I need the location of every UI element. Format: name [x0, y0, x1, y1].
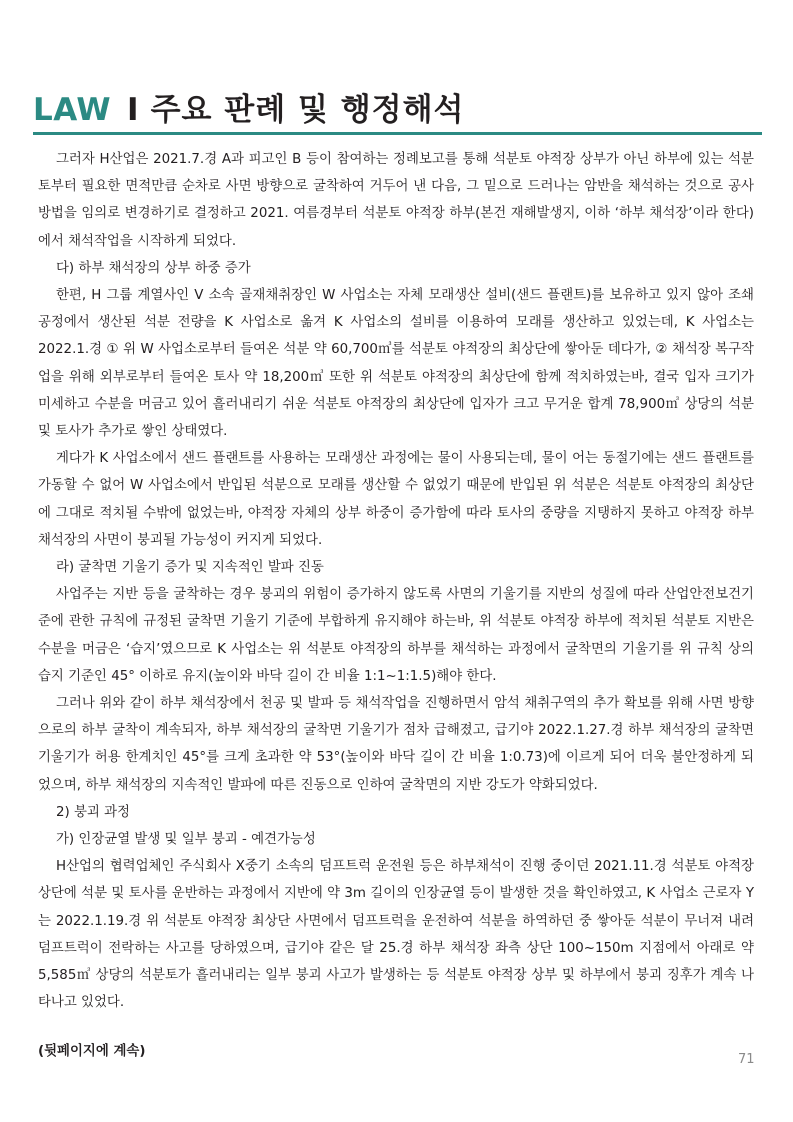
subheading: 가) 인장균열 발생 및 일부 붕괴 - 예견가능성: [56, 832, 316, 848]
paragraph: 그러자 H산업은 2021.7.경 A과 피고인 B 등이 참여하는 정례보고를 통해 석분토 야적장 상부가 아닌 하부에 있는 석분토부터 필요한 면적만큼 순차로 사면 방향으로 굴착하여 거두어 낸 다음, 그 밑으로 드러나는 암반을 채석하는 것으로 공사 방법을 임의로 변경하기로 결정하고 2021. 여름경부터 석분토 야적장 하부(본건 재해발생지, 이하 ‘하부 채석장’이라 한다)에서 채석작업을 시작하게 되었다.: [38, 152, 754, 249]
paragraph: 게다가 K 사업소에서 샌드 플랜트를 사용하는 모래생산 과정에는 물이 사용되는데, 물이 어는 동절기에는 샌드 플랜트를 가동할 수 없어 W 사업소에서 반입된 석분으로 모래를 생산할 수 없었기 때문에 반입된 위 석분은 석분토 야적장의 최상단에 그대로 적치될 수밖에 없었는바, 야적장 자체의 상부 하중이 증가함에 따라 토사의 중량을 지탱하지 못하고 야적장 하부 채석장의 사면이 붕괴될 가능성이 커지게 되었다.: [38, 451, 754, 548]
paragraph: 사업주는 지반 등을 굴착하는 경우 붕괴의 위험이 증가하지 않도록 사면의 기울기를 지반의 성질에 따라 산업안전보건기준에 관한 규칙에 규정된 굴착면 기울기 기준에 부합하게 유지해야 하는바, 위 석분토 야적장 하부에 적치된 석분토 지반은 수분을 머금은 ‘습지’였으므로 K 사업소는 위 석분토 야적장의 하부를 채석하는 과정에서 굴착면의 기울기를 위 규칙 상의 습지 기준인 45° 이하로 유지(높이와 바닥 길이 간 비율 1:1~1:1.5)해야 한다.: [38, 587, 754, 684]
paragraph: 그러나 위와 같이 하부 채석장에서 천공 및 발파 등 채석작업을 진행하면서 암석 채취구역의 추가 확보를 위해 사면 방향으로의 하부 굴착이 계속되자, 하부 채석장의 굴착면 기울기가 점차 급해졌고, 급기야 2022.1.27.경 하부 채석장의 굴착면 기울기가 허용 한계치인 45°를 크게 초과한 약 53°(높이와 바닥 길이 간 비율 1:0.73)에 이르게 되어 더욱 불안정하게 되었으며, 하부 채석장의 지속적인 발파에 따른 진동으로 인하여 굴착면의 지반 강도가 약화되었다.: [38, 696, 754, 793]
subheading: 다) 하부 채석장의 상부 하중 증가: [56, 260, 251, 276]
subheading: 라) 굴착면 기울기 증가 및 지속적인 발파 진동: [56, 560, 324, 576]
header-rule: [33, 132, 762, 135]
page-header: [33, 84, 464, 128]
paragraph: 한편, H 그룹 계열사인 V 소속 골재채취장인 W 사업소는 자체 모래생산 설비(샌드 플랜트)를 보유하고 있지 않아 조쇄 공정에서 생산된 석분 전량을 K 사업소로 옮겨 K 사업소의 설비를 이용하여 모래를 생산하고 있었는데, K 사업소는 2022.1.경 ① 위 W 사업소로부터 들여온 석분 약 60,700㎥를 석분토 야적장의 최상단에 쌓아둔 데다가, ② 채석장 복구작업을 위해 외부로부터 들여온 토사 약 18,200㎥ 또한 위 석분토 야적장의 최상단에 함께 적치하였는바, 결국 입자 크기가 미세하고 수분을 머금고 있어 흘러내리기 쉬운 석분토 야적장의 최상단에 입자가 크고 무거운 합계 78,900㎥ 상당의 석분 및 토사가 추가로 쌓인 상태였다.: [38, 288, 754, 440]
continued-note: (뒷페이지에 계속): [38, 1044, 146, 1059]
body-text: [38, 146, 754, 1017]
subheading: 2) 붕괴 과정: [56, 804, 130, 820]
page-number: 71: [738, 1052, 755, 1067]
page-title: 주요 판례 및 행정해석: [150, 92, 465, 128]
section-label: LAW: [33, 92, 112, 128]
paragraph: H산업의 협력업체인 주식회사 X중기 소속의 덤프트럭 운전원 등은 하부채석이 진행 중이던 2021.11.경 석분토 야적장 상단에 석분 및 토사를 운반하는 과정에서 지반에 약 3m 길이의 인장균열 등이 발생한 것을 확인하였고, K 사업소 근로자 Y는 2022.1.19.경 위 석분토 야적장 최상단 사면에서 덤프트럭을 운전하여 석분을 하역하던 중 쌓아둔 석분이 무너져 내려 덤프트럭이 전락하는 사고를 당하였으며, 급기야 같은 달 25.경 하부 채석장 좌측 상단 100~150m 지점에서 아래로 약 5,585㎥ 상당의 석분토가 흘러내리는 일부 붕괴 사고가 발생하는 등 석분토 야적장 상부 및 하부에서 붕괴 징후가 계속 나타나고 있었다.: [38, 859, 754, 1011]
header-separator: I: [127, 92, 139, 128]
